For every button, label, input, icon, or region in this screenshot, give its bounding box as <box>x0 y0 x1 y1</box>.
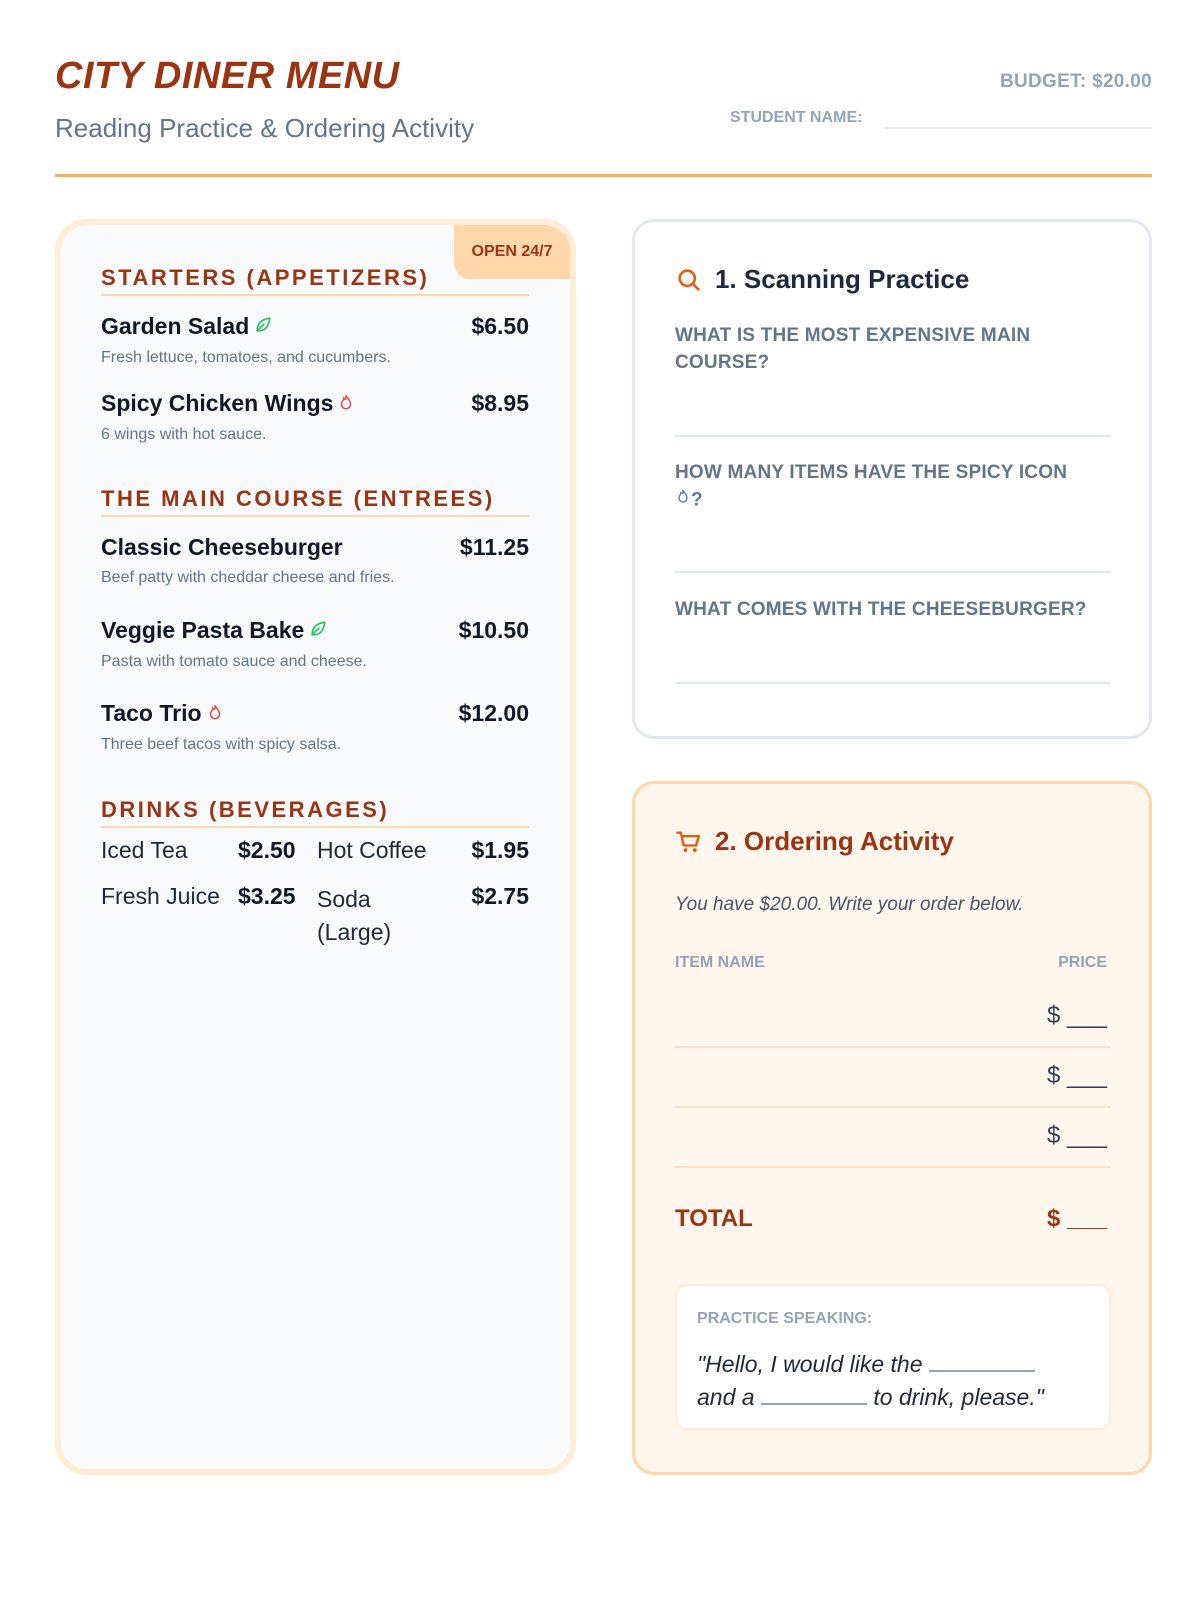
flame-icon <box>337 391 355 418</box>
question-text: HOW MANY ITEMS HAVE THE SPICY ICON ? <box>675 460 1111 514</box>
answer-line[interactable] <box>675 571 1111 573</box>
scanning-practice-card <box>632 219 1152 739</box>
cart-icon <box>675 828 703 863</box>
item-name: Garden Salad <box>101 313 250 339</box>
order-row-line <box>675 1046 1111 1048</box>
order-row-line <box>675 1166 1111 1168</box>
page-subtitle: Reading Practice & Ordering Activity <box>55 113 475 143</box>
menu-item <box>101 534 529 587</box>
drink-price: $3.25 <box>238 883 296 909</box>
question-text: WHAT COMES WITH THE CHEESEBURGER? <box>675 599 1087 620</box>
item-price: $10.50 <box>458 617 529 643</box>
menu-item <box>101 617 529 671</box>
item-description: Beef patty with cheddar cheese and fries. <box>101 569 395 586</box>
practice-speaking-label: PRACTICE SPEAKING: <box>697 1310 873 1327</box>
menu-item <box>101 313 529 367</box>
ordering-title: 2. Ordering Activity <box>675 826 954 857</box>
budget-label: BUDGET: $20.00 <box>999 71 1152 92</box>
answer-line[interactable] <box>675 435 1111 437</box>
item-description: 6 wings with hot sauce. <box>101 426 267 444</box>
drink-price: $2.75 <box>471 883 529 909</box>
question-text: WHAT IS THE MOST EXPENSIVE MAIN COURSE? <box>675 325 1031 373</box>
practice-speaking-box <box>675 1284 1111 1430</box>
leaf-icon <box>253 314 273 341</box>
menu-item <box>101 700 529 754</box>
total-field[interactable]: $ ___ <box>1046 1205 1107 1232</box>
price-field[interactable]: $ ___ <box>1046 1002 1107 1029</box>
item-price: $6.50 <box>471 313 529 339</box>
column-header-price: PRICE <box>1058 954 1107 971</box>
drink-name: Soda (Large) <box>317 886 392 946</box>
flame-icon <box>206 701 224 728</box>
ordering-instructions: You have $20.00. Write your order below. <box>675 894 1024 915</box>
column-header-item: ITEM NAME <box>675 954 765 971</box>
item-name: Veggie Pasta Bake <box>101 617 305 643</box>
answer-line[interactable] <box>675 682 1111 684</box>
item-price: $8.95 <box>471 390 529 416</box>
practice-speaking-sentence: "Hello, I would like the and a to drink, please." <box>697 1351 1044 1411</box>
student-name-field[interactable] <box>885 127 1152 129</box>
open-badge: OPEN 24/7 <box>454 225 570 279</box>
drink-name: Hot Coffee <box>317 837 427 863</box>
scanning-title: 1. Scanning Practice <box>675 264 969 295</box>
item-name: Taco Trio <box>101 700 202 726</box>
price-field[interactable]: $ ___ <box>1046 1062 1107 1089</box>
menu-card <box>55 219 576 1475</box>
section-title-drinks: DRINKS (BEVERAGES) <box>101 797 529 828</box>
menu-item <box>101 390 529 444</box>
item-name: Spicy Chicken Wings <box>101 390 334 416</box>
item-price: $11.25 <box>459 534 529 560</box>
worksheet-header <box>55 55 1152 177</box>
item-description: Three beef tacos with spicy salsa. <box>101 736 342 754</box>
drink-name: Iced Tea <box>101 837 188 863</box>
ordering-activity-card <box>632 781 1152 1475</box>
total-label: TOTAL <box>675 1205 753 1232</box>
drink-name: Fresh Juice <box>101 883 220 909</box>
leaf-icon <box>308 618 328 645</box>
price-field[interactable]: $ ___ <box>1046 1122 1107 1149</box>
fill-blank[interactable] <box>929 1370 1035 1372</box>
item-description: Fresh lettuce, tomatoes, and cucumbers. <box>101 349 391 367</box>
item-description: Pasta with tomato sauce and cheese. <box>101 653 367 671</box>
section-title-starters: STARTERS (APPETIZERS) <box>101 265 529 296</box>
search-icon <box>675 266 703 301</box>
drink-price: $1.95 <box>471 837 529 863</box>
student-name-label: STUDENT NAME: <box>730 109 863 126</box>
item-name: Classic Cheeseburger <box>101 534 343 560</box>
item-price: $12.00 <box>458 700 529 726</box>
order-row-line <box>675 1106 1111 1108</box>
flame-icon <box>675 487 691 514</box>
drink-price: $2.50 <box>238 837 296 863</box>
section-title-main-course: THE MAIN COURSE (ENTREES) <box>101 486 529 517</box>
page-title: CITY DINER MENU <box>55 55 400 97</box>
fill-blank[interactable] <box>761 1403 867 1405</box>
